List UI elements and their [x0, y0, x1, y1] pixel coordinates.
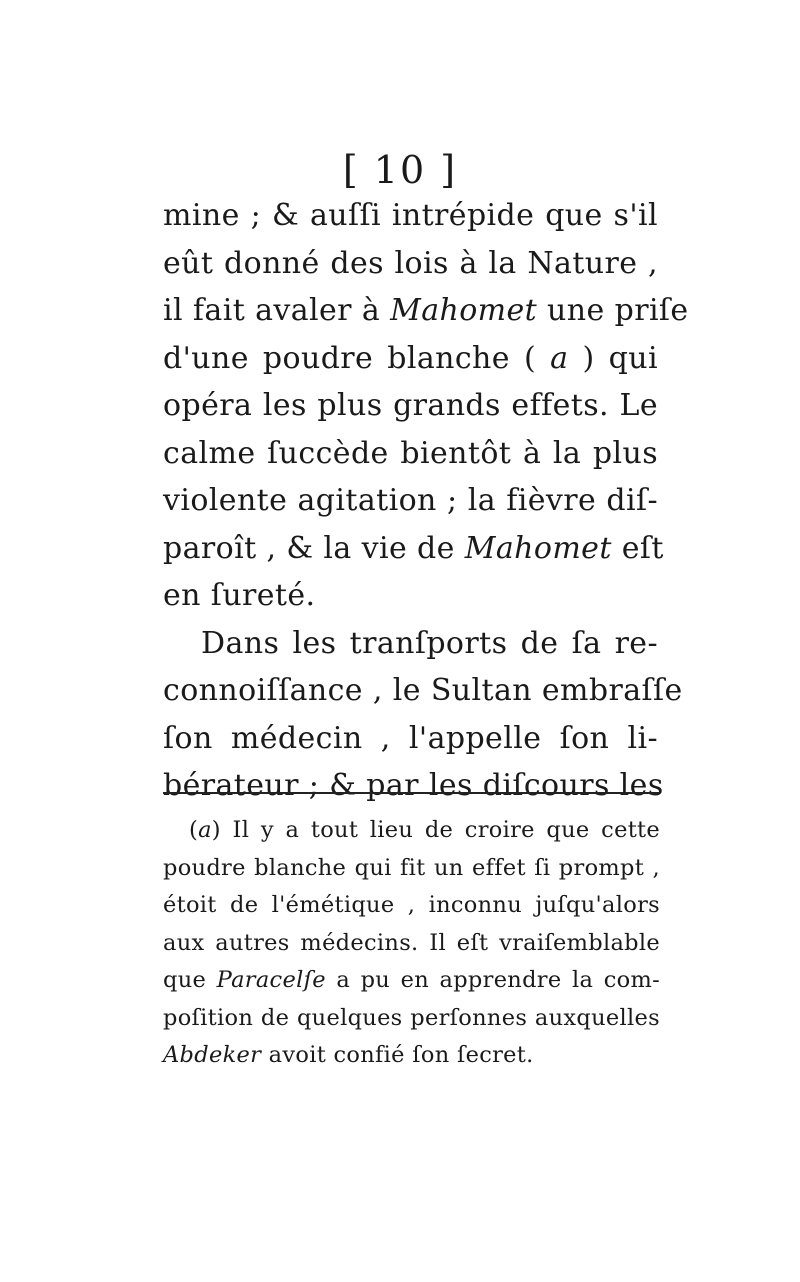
text-line: d'une poudre blanche ( a ) qui [163, 340, 658, 376]
italic-text: a [550, 340, 569, 376]
text-line: ſon médecin , l'appelle ſon li- [163, 720, 658, 756]
italic-text: Mahomet [464, 530, 612, 566]
text-line: il fait avaler à Mahomet une priſe [163, 293, 689, 328]
footnote-divider [163, 792, 659, 794]
text-line: en ſureté. [163, 578, 316, 613]
footnote-line: Abdeker avoit confié ſon ſecret. [163, 1042, 534, 1068]
italic-text: Paracelſe [216, 967, 326, 993]
text-line: mine ; & auſſi intrépide que s'il [163, 198, 658, 233]
footnote-line: poſition de quelques perſonnes auxquelles [163, 1004, 660, 1031]
footnote-line: que Paracelſe a pu en apprendre la com- [163, 967, 661, 993]
text-line: calme ſuccède bientôt à la plus [163, 435, 658, 471]
footnote-line: aux autres médecins. Il eſt vraiſemblable [163, 929, 660, 956]
italic-text: Mahomet [390, 293, 538, 328]
text-line: violente agitation ; la fièvre diſ- [163, 483, 658, 518]
text-line: connoiſſance , le Sultan embraſſe [163, 673, 683, 708]
text-line: opéra les plus grands effets. Le [163, 388, 658, 423]
text-line: Dans les tranſports de ſa re- [201, 625, 658, 661]
italic-text: a [198, 817, 212, 843]
page-number: [ 10 ] [342, 148, 458, 192]
main-text [163, 192, 689, 810]
text-line: bérateur ; & par les diſcours les [163, 768, 664, 803]
text-line: eût donné des lois à la Nature , [163, 245, 658, 281]
text-line: paroît , & la vie de Mahomet eſt [163, 530, 664, 566]
footnote-line: poudre blanche qui fit un effet ſi prompt , [163, 854, 660, 881]
italic-text: Abdeker [163, 1042, 262, 1068]
footnote-line: (a) Il y a tout lieu de croire que cette [189, 817, 660, 843]
footnote [163, 812, 660, 1075]
footnote-line: étoit de l'émétique , inconnu juſqu'alors [163, 892, 660, 918]
